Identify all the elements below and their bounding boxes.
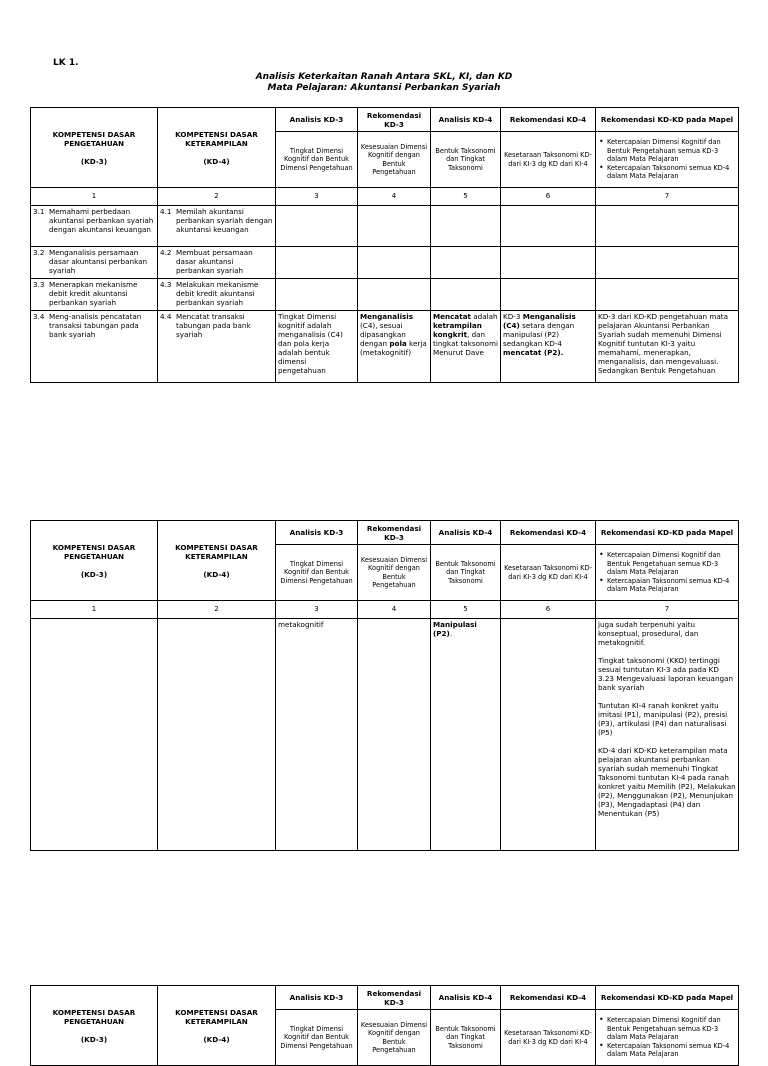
header-rekomendasi-kd4: Rekomendasi KD-4 (501, 986, 596, 1010)
header-kd3: KOMPETENSI DASAR PENGETAHUAN (KD-3) (31, 986, 158, 1066)
table-row (31, 279, 739, 311)
header-row (31, 986, 739, 1010)
subheader-5: Bentuk Taksonomi dan Tingkat Taksonomi (431, 1010, 501, 1066)
header-rekomendasi-kd3: Rekomendasi KD-3 (358, 108, 431, 132)
subheader-4: Kesesuaian Dimensi Kognitif dengan Bentuk Pengetahuan (358, 1010, 431, 1066)
subheader-3: Tingkat Dimensi Kognitif dan Bentuk Dimensi Pengetahuan (276, 1010, 358, 1066)
analysis-table-page-1 (30, 107, 739, 383)
header-rekomendasi-mapel: Rekomendasi KD-KD pada Mapel (596, 108, 739, 132)
document-subtitle: Mata Pelajaran: Akuntansi Perbankan Syariah (267, 83, 501, 93)
header-kd4: KOMPETENSI DASAR KETERAMPILAN (KD-4) (158, 108, 276, 188)
subheader-4: Kesesuaian Dimensi Kognitif dengan Bentuk Pengetahuan (358, 545, 431, 601)
column-number: 2 (158, 188, 276, 206)
column-number: 4 (358, 601, 431, 619)
table-row-continued (31, 619, 739, 851)
rekomendasi-mapel-cell: juga sudah terpenuhi yaitu konseptual, prosedural, dan metakognitif. Tingkat taksonomi (KKO) tertinggi sesuai tuntutan KI-3 ada pada KD 3.23 Mengevaluasi laporan keuangan bank syariah Tuntutan KI-4 ranah konkret yaitu imitasi (P1), manipulasi (P2), presisi (P3), artikulasi (P4) dan naturalisasi (P5) KD-4 dari KD-KD keterampilan mata pelajaran akuntansi perbankan syariah sudah memenuhi Tingkat Taksonomi tuntutan KI-4 pada ranah konkret yaitu Memilih (P2), Melakukan (P2), Menggunakan (P2), Menunjukan (P3), Mengadaptasi (P4) dan Menentukan (P5) (596, 619, 739, 851)
header-analisis-kd3: Analisis KD-3 (276, 108, 358, 132)
header-rekomendasi-kd4: Rekomendasi KD-4 (501, 521, 596, 545)
kd3-cell: 3.1 Memahami perbedaan akuntansi perbankan syariah dengan akuntansi keuangan (31, 206, 158, 247)
column-number-row (31, 601, 739, 619)
analisis-kd3-cell: Tingkat Dimensi kognitif adalah menganalisis (C4) dan pola kerja adalah bentuk dimensi pengetahuan (276, 311, 358, 383)
column-number: 1 (31, 188, 158, 206)
kd4-cell: 4.1 Memilah akuntansi perbankan syariah dengan akuntansi keuangan (158, 206, 276, 247)
rekomendasi-kd3-cell: Menganalisis (C4), sesuai dipasangkan dengan pola kerja (metakognitif) (358, 311, 431, 383)
header-analisis-kd3: Analisis KD-3 (276, 521, 358, 545)
header-analisis-kd4: Analisis KD-4 (431, 986, 501, 1010)
column-number: 5 (431, 601, 501, 619)
column-number: 4 (358, 188, 431, 206)
kd4-cell: 4.2 Membuat persamaan dasar akuntansi perbankan syariah (158, 247, 276, 279)
subheader-6: Kesetaraan Taksonomi KD-dari KI-3 dg KD dari KI-4 (501, 1010, 596, 1066)
header-rekomendasi-mapel: Rekomendasi KD-KD pada Mapel (596, 521, 739, 545)
kd3-cell: 3.2 Menganalisis persamaan dasar akuntansi perbankan syariah (31, 247, 158, 279)
header-kd3: KOMPETENSI DASAR PENGETAHUAN (KD-3) (31, 521, 158, 601)
column-number: 6 (501, 601, 596, 619)
subheader-7: • Ketercapaian Dimensi Kognitif dan Bentuk Pengetahuan semua KD-3 dalam Mata Pelajaran • Ketercapaian Taksonomi semua KD-4 dalam Mata Pelajaran (596, 545, 739, 601)
kd4-cell: 4.3 Melakukan mekanisme debit kredit akuntansi perbankan syariah (158, 279, 276, 311)
subheader-7: • Ketercapaian Dimensi Kognitif dan Bentuk Pengetahuan semua KD-3 dalam Mata Pelajaran • Ketercapaian Taksonomi semua KD-4 dalam Mata Pelajaran (596, 132, 739, 188)
rekomendasi-mapel-cell: KD-3 dari KD-KD pengetahuan mata pelajaran Akuntansi Perbankan Syariah sudah memenuhi Dimensi Kognitif tuntutan KI-3 yaitu memahami, menerapkan, menganalisis, dan mengevaluasi. Sedangkan Bentuk Pengetahuan (596, 311, 739, 383)
subheader-5: Bentuk Taksonomi dan Tingkat Taksonomi (431, 132, 501, 188)
column-number-row (31, 188, 739, 206)
column-number: 3 (276, 188, 358, 206)
subheader-7: • Ketercapaian Dimensi Kognitif dan Bentuk Pengetahuan semua KD-3 dalam Mata Pelajaran • Ketercapaian Taksonomi semua KD-4 dalam Mata Pelajaran (596, 1010, 739, 1066)
column-number: 6 (501, 188, 596, 206)
subheader-3: Tingkat Dimensi Kognitif dan Bentuk Dimensi Pengetahuan (276, 545, 358, 601)
analisis-kd3-cell: metakognitif (276, 619, 358, 851)
header-row (31, 521, 739, 545)
header-analisis-kd3: Analisis KD-3 (276, 986, 358, 1010)
table-row (31, 311, 739, 383)
rekomendasi-kd4-cell: KD-3 Menganalisis (C4) setara dengan manipulasi (P2) sedangkan KD-4 mencatat (P2). (501, 311, 596, 383)
header-row (31, 108, 739, 132)
kd3-cell: 3.4 Meng-analisis pencatatan transaksi tabungan pada bank syariah (31, 311, 158, 383)
header-rekomendasi-kd4: Rekomendasi KD-4 (501, 108, 596, 132)
column-number: 3 (276, 601, 358, 619)
subheader-3: Tingkat Dimensi Kognitif dan Bentuk Dimensi Pengetahuan (276, 132, 358, 188)
header-rekomendasi-kd3: Rekomendasi KD-3 (358, 521, 431, 545)
analysis-table-page-3 (30, 985, 739, 1066)
subheader-6: Kesetaraan Taksonomi KD-dari KI-3 dg KD dari KI-4 (501, 132, 596, 188)
table-row (31, 206, 739, 247)
header-kd4: KOMPETENSI DASAR KETERAMPILAN (KD-4) (158, 521, 276, 601)
header-rekomendasi-mapel: Rekomendasi KD-KD pada Mapel (596, 986, 739, 1010)
header-analisis-kd4: Analisis KD-4 (431, 108, 501, 132)
analysis-table-page-2 (30, 520, 739, 851)
worksheet-label: LK 1. (53, 58, 79, 68)
subheader-6: Kesetaraan Taksonomi KD-dari KI-3 dg KD dari KI-4 (501, 545, 596, 601)
kd3-cell: 3.3 Menerapkan mekanisme debit kredit akuntansi perbankan syariah (31, 279, 158, 311)
subheader-4: Kesesuaian Dimensi Kognitif dengan Bentuk Pengetahuan (358, 132, 431, 188)
header-analisis-kd4: Analisis KD-4 (431, 521, 501, 545)
kd4-cell: 4.4 Mencatat transaksi tabungan pada bank syariah (158, 311, 276, 383)
analisis-kd4-cell: Mencatat adalah ketrampilan kongkrit, dan tingkat taksonomi Menurut Dave (431, 311, 501, 383)
column-number: 7 (596, 601, 739, 619)
document-title: Analisis Keterkaitan Ranah Antara SKL, KI, dan KD (255, 72, 513, 82)
column-number: 5 (431, 188, 501, 206)
column-number: 7 (596, 188, 739, 206)
header-kd4: KOMPETENSI DASAR KETERAMPILAN (KD-4) (158, 986, 276, 1066)
column-number: 2 (158, 601, 276, 619)
header-kd3: KOMPETENSI DASAR PENGETAHUAN (KD-3) (31, 108, 158, 188)
table-row (31, 247, 739, 279)
column-number: 1 (31, 601, 158, 619)
analisis-kd4-cell: Manipulasi (P2). (431, 619, 501, 851)
subheader-5: Bentuk Taksonomi dan Tingkat Taksonomi (431, 545, 501, 601)
header-rekomendasi-kd3: Rekomendasi KD-3 (358, 986, 431, 1010)
